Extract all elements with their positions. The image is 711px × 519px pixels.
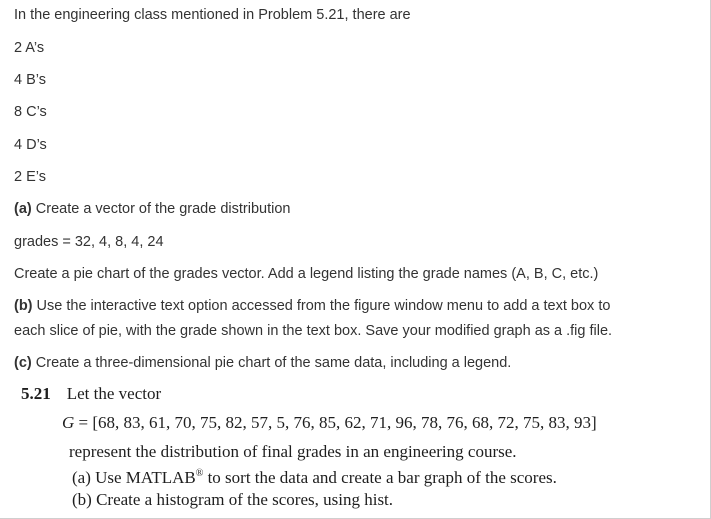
reference-item-a-end: to sort the data and create a bar graph of the scores. bbox=[203, 468, 557, 487]
part-c-label: (c) bbox=[14, 355, 32, 371]
part-a-followup: Create a pie chart of the grades vector. Add a legend listing the grade names (A, B, C, etc.) bbox=[14, 266, 599, 282]
reference-problem-number: 5.21 bbox=[21, 384, 51, 403]
part-a-text: Create a vector of the grade distribution bbox=[31, 201, 291, 217]
part-a-label: (a) bbox=[14, 201, 32, 217]
registered-mark: ® bbox=[195, 468, 204, 479]
reference-item-b: (b) Create a histogram of the scores, using hist. bbox=[72, 490, 394, 509]
grade-count-b: 4 B’s bbox=[14, 72, 46, 88]
reference-heading bbox=[21, 384, 161, 404]
grade-count-a: 2 A’s bbox=[14, 40, 45, 56]
grades-vector-code: grades = 32, 4, 8, 4, 24 bbox=[14, 234, 164, 250]
grade-count-e: 2 E’s bbox=[14, 169, 46, 185]
intro-text: In the engineering class mentioned in Problem 5.21, there are bbox=[14, 7, 411, 23]
grade-count-c: 8 C’s bbox=[14, 104, 47, 120]
part-b-line-2: each slice of pie, with the grade shown in the text box. Save your modified graph as a .fig file. bbox=[14, 323, 613, 339]
part-a-line bbox=[14, 200, 290, 218]
grade-count-d: 4 D’s bbox=[14, 137, 47, 153]
part-b-label: (b) bbox=[14, 298, 33, 314]
reference-vector-line bbox=[62, 413, 597, 433]
reference-item-a-start: (a) Use MATLAB bbox=[72, 468, 196, 487]
part-c-line bbox=[14, 354, 511, 372]
reference-heading-text: Let the vector bbox=[66, 384, 162, 403]
reference-vector-values: = [68, 83, 61, 70, 75, 82, 57, 5, 76, 85, 62, 71, 96, 78, 76, 68, 72, 75, 83, 93] bbox=[74, 413, 597, 432]
reference-item-a bbox=[72, 468, 557, 488]
reference-description: represent the distribution of final grades in an engineering course. bbox=[69, 442, 517, 461]
part-b-line-1 bbox=[14, 297, 610, 315]
part-c-text: Create a three-dimensional pie chart of the same data, including a legend. bbox=[31, 355, 512, 371]
reference-vector-var: G bbox=[62, 413, 75, 432]
part-b-text: Use the interactive text option accessed from the figure window menu to add a text box to bbox=[32, 298, 611, 314]
